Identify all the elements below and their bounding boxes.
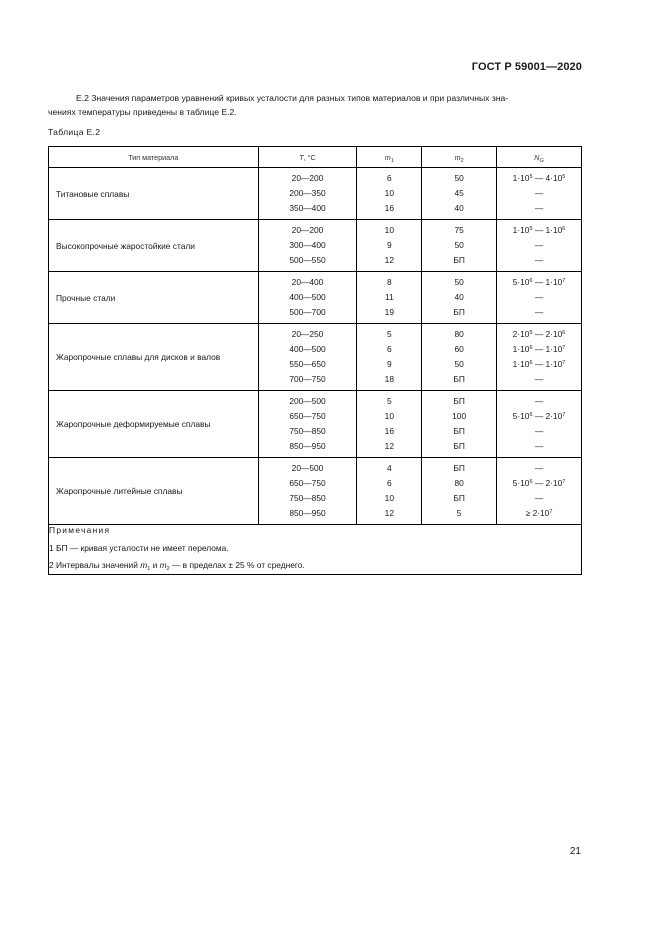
header-m2-var: m	[454, 152, 461, 162]
cycles-value	[497, 305, 581, 320]
m2-cell-value: 50	[454, 173, 464, 183]
m2-cell-value: 50	[454, 277, 464, 287]
m2-cell	[422, 272, 497, 324]
header-material: Тип материала	[49, 147, 259, 168]
cycles-cell	[497, 220, 582, 272]
cycles-text: —	[534, 441, 544, 451]
cycles-text: 5·10	[512, 478, 530, 488]
m1-cell-value: 6	[386, 173, 392, 183]
temperature-cell-value: 850—950	[289, 508, 326, 518]
temperature-cell-value: 850—950	[289, 441, 326, 451]
cycles-text: —	[534, 374, 544, 384]
m1-cell-value: 10	[384, 225, 394, 235]
m1-cell-value: 9	[386, 240, 392, 250]
m1-cell-value: 6	[386, 344, 392, 354]
temperature-cell-value: 750—850	[289, 493, 326, 503]
cycles-value	[497, 327, 581, 342]
temperature-cell-value: 200—500	[289, 396, 326, 406]
cycles-cell	[497, 324, 582, 391]
exponent: 7	[549, 509, 553, 515]
cycles-text: —	[534, 292, 544, 302]
header-m1	[357, 147, 422, 168]
m2-cell	[422, 220, 497, 272]
m2-cell-value: 50	[454, 240, 464, 250]
cycles-value	[497, 357, 581, 372]
table-row	[49, 220, 582, 272]
cycles-text: —	[534, 203, 544, 213]
cycles-value	[497, 461, 581, 476]
m2-cell-value: БП	[453, 493, 465, 503]
header-n-var: N	[534, 152, 540, 162]
cycles-value	[497, 238, 581, 253]
exponent: 6	[529, 360, 533, 366]
m1-cell-value: 5	[386, 329, 392, 339]
m1-cell-value: 19	[384, 307, 394, 317]
m2-cell	[422, 324, 497, 391]
temperature-cell	[258, 324, 357, 391]
cycles-text: 5·10	[512, 411, 530, 421]
exponent: 6	[529, 412, 533, 418]
material-cell: Жаропрочные деформируемые сплавы	[49, 391, 259, 458]
cycles-text: 1·10	[512, 173, 530, 183]
m2-cell-value: 40	[454, 203, 464, 213]
cycles-text: — 1·10	[532, 277, 563, 287]
cycles-cell	[497, 272, 582, 324]
cycles-cell	[497, 458, 582, 525]
m1-cell	[357, 168, 422, 220]
cycles-text: —	[534, 463, 544, 473]
cycles-text: 1·10	[512, 344, 530, 354]
m2-cell-value: БП	[453, 426, 465, 436]
m1-cell-value: 16	[384, 203, 394, 213]
exponent: 5	[529, 330, 533, 336]
note-2	[49, 557, 581, 574]
header-m2-sub: 2	[460, 157, 464, 164]
temperature-cell-value: 20—200	[291, 173, 324, 183]
m2-cell-value: 100	[452, 411, 467, 421]
m1-cell-value: 5	[386, 396, 392, 406]
m2-cell-value: 50	[454, 359, 464, 369]
intro-line-1: Е.2 Значения параметров уравнений кривых усталости для разных типов материалов и при различных зна-	[76, 93, 509, 103]
temperature-cell	[258, 220, 357, 272]
m1-cell	[357, 458, 422, 525]
cycles-text: 5·10	[512, 277, 530, 287]
m1-cell-value: 16	[384, 426, 394, 436]
cycles-value	[497, 342, 581, 357]
exponent: 6	[529, 479, 533, 485]
temperature-cell-value: 20—250	[291, 329, 324, 339]
header-m1-sub: 1	[390, 157, 394, 164]
cycles-value	[497, 201, 581, 216]
header-temperature	[258, 147, 357, 168]
exponent: 7	[562, 360, 566, 366]
cycles-value	[497, 506, 581, 521]
cycles-value	[497, 439, 581, 454]
m1-cell-value: 11	[384, 292, 394, 302]
m2-cell-value: БП	[453, 396, 465, 406]
m1-cell	[357, 220, 422, 272]
cycles-value	[497, 253, 581, 268]
cycles-value	[497, 171, 581, 186]
header-temp-var: T	[299, 152, 304, 162]
temperature-cell-value: 650—750	[289, 478, 326, 488]
cycles-text: — 2·10	[532, 329, 563, 339]
material-cell: Высокопрочные жаростойкие стали	[49, 220, 259, 272]
cycles-cell	[497, 168, 582, 220]
cycles-value	[497, 491, 581, 506]
cycles-cell	[497, 391, 582, 458]
note-2-and: и	[150, 560, 160, 570]
cycles-value	[497, 372, 581, 387]
m1-cell-value: 12	[384, 508, 394, 518]
header-m2	[422, 147, 497, 168]
m2-cell-value: 75	[454, 225, 464, 235]
table-header-row	[49, 147, 582, 168]
header-n-sub: G	[539, 157, 544, 164]
header-cycles	[497, 147, 582, 168]
temperature-cell-value: 650—750	[289, 411, 326, 421]
cycles-text: —	[534, 426, 544, 436]
note-2-m1-var: m	[140, 560, 148, 570]
exponent: 7	[562, 278, 566, 284]
cycles-text: — 4·10	[532, 173, 563, 183]
cycles-text: 1·10	[512, 225, 530, 235]
temperature-cell-value: 350—400	[289, 203, 326, 213]
m1-cell-value: 8	[386, 277, 392, 287]
cycles-value	[497, 186, 581, 201]
temperature-cell	[258, 391, 357, 458]
table-row	[49, 324, 582, 391]
cycles-text: — 1·10	[532, 225, 563, 235]
m2-cell-value: 5	[456, 508, 462, 518]
temperature-cell-value: 500—550	[289, 255, 326, 265]
m1-cell	[357, 391, 422, 458]
temperature-cell	[258, 272, 357, 324]
cycles-text: —	[534, 255, 544, 265]
m1-cell-value: 10	[384, 493, 394, 503]
m1-cell-value: 4	[386, 463, 392, 473]
document-code: ГОСТ Р 59001—2020	[471, 61, 582, 73]
cycles-text: 2·10	[512, 329, 530, 339]
m2-cell-value: БП	[453, 255, 465, 265]
cycles-text: —	[534, 307, 544, 317]
cycles-value	[497, 409, 581, 424]
m2-cell-value: 60	[454, 344, 464, 354]
cycles-text: — 1·10	[532, 359, 563, 369]
m2-cell-value: 80	[454, 478, 464, 488]
temperature-cell-value: 400—500	[289, 292, 326, 302]
m2-cell	[422, 458, 497, 525]
note-2-m2-var: m	[159, 560, 167, 570]
cycles-text: — 1·10	[532, 344, 563, 354]
exponent: 7	[562, 345, 566, 351]
exponent: 6	[562, 330, 566, 336]
table-row	[49, 168, 582, 220]
material-cell: Прочные стали	[49, 272, 259, 324]
cycles-text: —	[534, 396, 544, 406]
cycles-value	[497, 223, 581, 238]
temperature-cell-value: 500—700	[289, 307, 326, 317]
header-m1-var: m	[384, 152, 391, 162]
cycles-text: — 2·10	[532, 411, 563, 421]
m1-cell-value: 12	[384, 255, 394, 265]
cycles-text: —	[534, 188, 544, 198]
m2-cell-value: 40	[454, 292, 464, 302]
temperature-cell-value: 400—500	[289, 344, 326, 354]
intro-paragraph	[48, 91, 583, 119]
cycles-value	[497, 275, 581, 290]
m2-cell	[422, 391, 497, 458]
m1-cell	[357, 272, 422, 324]
exponent: 5	[562, 174, 566, 180]
m2-cell-value: 80	[454, 329, 464, 339]
m2-cell-value: БП	[453, 441, 465, 451]
fatigue-parameters-table	[48, 146, 582, 575]
m2-cell-value: БП	[453, 463, 465, 473]
m1-cell	[357, 324, 422, 391]
exponent: 6	[529, 278, 533, 284]
table-row	[49, 272, 582, 324]
m1-cell-value: 10	[384, 411, 394, 421]
cycles-value	[497, 476, 581, 491]
temperature-cell-value: 300—400	[289, 240, 326, 250]
cycles-text: — 2·10	[532, 478, 563, 488]
notes-cell	[49, 525, 582, 575]
m1-cell-value: 10	[384, 188, 394, 198]
cycles-text: 1·10	[512, 359, 530, 369]
m2-cell-value: БП	[453, 374, 465, 384]
cycles-text: ≥ 2·10	[525, 508, 550, 518]
m2-cell-value: 45	[454, 188, 464, 198]
table-row	[49, 458, 582, 525]
note-2-part-a: 2 Интервалы значений	[49, 560, 141, 570]
m2-cell-value: БП	[453, 307, 465, 317]
temperature-cell-value: 20—500	[291, 463, 324, 473]
table-caption: Таблица Е.2	[48, 127, 101, 137]
cycles-text: —	[534, 240, 544, 250]
exponent: 5	[529, 226, 533, 232]
temperature-cell	[258, 168, 357, 220]
temperature-cell-value: 550—650	[289, 359, 326, 369]
m1-cell-value: 12	[384, 441, 394, 451]
temperature-cell-value: 700—750	[289, 374, 326, 384]
cycles-value	[497, 424, 581, 439]
exponent: 6	[529, 345, 533, 351]
m1-cell-value: 9	[386, 359, 392, 369]
material-cell: Титановые сплавы	[49, 168, 259, 220]
note-2-m2-sub: 2	[166, 566, 170, 572]
exponent: 6	[562, 226, 566, 232]
temperature-cell-value: 20—200	[291, 225, 324, 235]
note-1: 1 БП — кривая усталости не имеет перелома.	[49, 543, 229, 553]
notes-heading: Примечания	[49, 525, 111, 535]
temperature-cell	[258, 458, 357, 525]
note-2-part-b: — в пределах ± 25 % от среднего.	[169, 560, 305, 570]
header-temp-unit: , °С	[303, 152, 316, 162]
exponent: 7	[562, 479, 566, 485]
table-body	[49, 168, 582, 525]
exponent: 7	[562, 412, 566, 418]
page-number: 21	[569, 846, 581, 857]
notes-row	[49, 525, 582, 575]
m1-cell-value: 6	[386, 478, 392, 488]
cycles-text: —	[534, 493, 544, 503]
note-2-m1-sub: 1	[147, 566, 151, 572]
intro-line-2: чениях температуры приведены в таблице Е.2.	[48, 107, 237, 117]
exponent: 5	[529, 174, 533, 180]
material-cell: Жаропрочные литейные сплавы	[49, 458, 259, 525]
temperature-cell-value: 200—350	[289, 188, 326, 198]
temperature-cell-value: 750—850	[289, 426, 326, 436]
m2-cell	[422, 168, 497, 220]
cycles-value	[497, 394, 581, 409]
material-cell: Жаропрочные сплавы для дисков и валов	[49, 324, 259, 391]
temperature-cell-value: 20—400	[291, 277, 324, 287]
table-row	[49, 391, 582, 458]
m1-cell-value: 18	[384, 374, 394, 384]
cycles-value	[497, 290, 581, 305]
